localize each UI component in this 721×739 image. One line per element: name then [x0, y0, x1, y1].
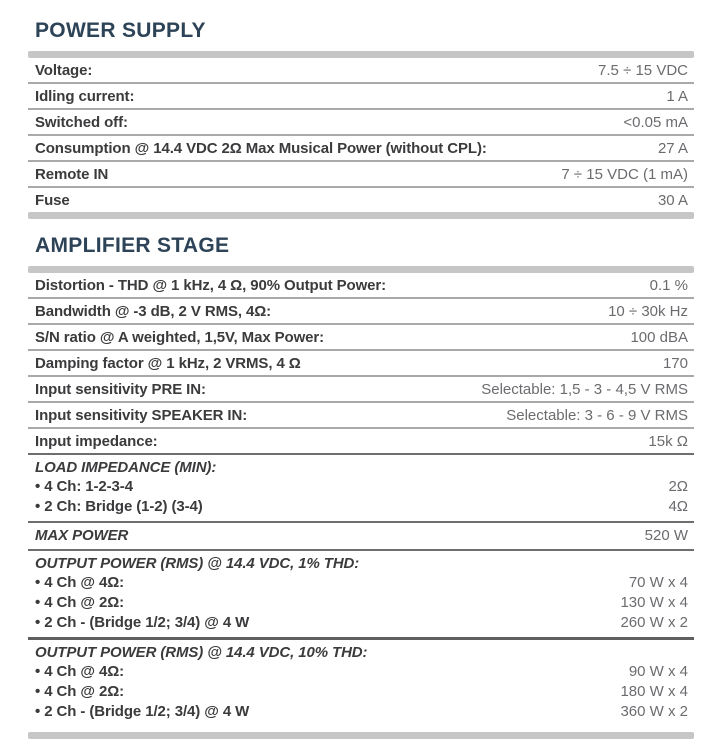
- group-item-2ch-bridge: [35, 497, 688, 517]
- spec-row-distortion: [28, 273, 694, 297]
- section-top-bar: [28, 51, 694, 58]
- amplifier-stage-section: [28, 233, 694, 739]
- spec-label: Switched off:: [35, 114, 128, 131]
- spec-label: Remote IN: [35, 166, 109, 183]
- spec-label: Voltage:: [35, 62, 93, 79]
- spec-value: Selectable: 1,5 - 3 - 4,5 V RMS: [481, 381, 688, 398]
- spec-row-input-sensitivity-pre-in: [28, 375, 694, 401]
- spec-value: 7.5 ÷ 15 VDC: [598, 62, 688, 79]
- spec-value: 7 ÷ 15 VDC (1 mA): [561, 166, 688, 183]
- group-output-power-10pct: [28, 637, 694, 726]
- group-header-label: MAX POWER: [35, 527, 129, 544]
- spec-value: 360 W x 2: [620, 703, 688, 720]
- spec-value: 260 W x 2: [620, 614, 688, 631]
- spec-label: • 2 Ch: Bridge (1-2) (3-4): [35, 498, 203, 515]
- group-max-power: [28, 521, 694, 549]
- spec-label: • 4 Ch @ 4Ω:: [35, 574, 125, 591]
- spec-label: S/N ratio @ A weighted, 1,5V, Max Power:: [35, 329, 325, 346]
- spec-label: • 2 Ch - (Bridge 1/2; 3/4) @ 4 W: [35, 703, 250, 720]
- group-item-4ch-4ohm: [35, 662, 688, 682]
- spec-label: Input impedance:: [35, 433, 158, 450]
- spec-value: 100 dBA: [630, 329, 688, 346]
- spec-value: Selectable: 3 - 6 - 9 V RMS: [506, 407, 688, 424]
- amplifier-stage-rows: [28, 273, 694, 726]
- spec-row-damping-factor: [28, 349, 694, 375]
- spec-value: 0.1 %: [649, 277, 688, 294]
- section-top-bar: [28, 266, 694, 273]
- bottom-bar-wrap: [28, 732, 694, 739]
- group-item-4ch: [35, 477, 688, 497]
- section-bottom-bar: [28, 212, 694, 219]
- spec-row-input-sensitivity-speaker-in: [28, 401, 694, 427]
- spec-value: 170: [662, 355, 688, 372]
- amplifier-stage-title: AMPLIFIER STAGE: [35, 234, 230, 257]
- spec-value: 180 W x 4: [620, 683, 688, 700]
- group-header-label: OUTPUT POWER (RMS) @ 14.4 VDC, 1% THD:: [35, 555, 360, 572]
- spec-row-bandwidth: [28, 297, 694, 323]
- spec-row-idling-current: [28, 82, 694, 108]
- section-bottom-bar: [28, 732, 694, 739]
- power-supply-rows: [28, 58, 694, 212]
- section-gap: [28, 219, 694, 233]
- group-header-row: [35, 643, 688, 662]
- spec-value: 1 A: [666, 88, 688, 105]
- group-item-4ch-4ohm: [35, 573, 688, 593]
- spec-label: Damping factor @ 1 kHz, 2 VRMS, 4 Ω: [35, 355, 301, 372]
- spec-value: 10 ÷ 30k Hz: [608, 303, 688, 320]
- spec-label: Input sensitivity SPEAKER IN:: [35, 407, 248, 424]
- group-item-4ch-2ohm: [35, 682, 688, 702]
- spec-value: 30 A: [657, 192, 688, 209]
- spec-label: • 4 Ch @ 2Ω:: [35, 683, 125, 700]
- group-item-2ch-bridge: [35, 613, 688, 633]
- group-header-row: [35, 458, 688, 477]
- spec-value: 70 W x 4: [628, 574, 688, 591]
- spec-value: <0.05 mA: [623, 114, 688, 131]
- spec-value: 27 A: [657, 140, 688, 157]
- power-supply-section: [28, 18, 694, 219]
- spec-label: • 4 Ch @ 2Ω:: [35, 594, 125, 611]
- spec-label: Input sensitivity PRE IN:: [35, 381, 206, 398]
- group-header-label: LOAD IMPEDANCE (MIN):: [35, 459, 217, 476]
- spec-label: Distortion - THD @ 1 kHz, 4 Ω, 90% Output Power:: [35, 277, 387, 294]
- spec-row-voltage: [28, 58, 694, 82]
- spec-label: Consumption @ 14.4 VDC 2Ω Max Musical Power (without CPL):: [35, 140, 487, 157]
- power-supply-title: POWER SUPPLY: [35, 19, 206, 42]
- group-header-row: [35, 554, 688, 573]
- group-header-label: OUTPUT POWER (RMS) @ 14.4 VDC, 10% THD:: [35, 644, 368, 661]
- group-item-4ch-2ohm: [35, 593, 688, 613]
- spec-row-fuse: [28, 186, 694, 212]
- spec-label: • 4 Ch: 1-2-3-4: [35, 478, 133, 495]
- spec-label: Fuse: [35, 192, 70, 209]
- spec-value: 520 W: [644, 527, 688, 544]
- spec-value: 90 W x 4: [628, 663, 688, 680]
- spec-row-sn-ratio: [28, 323, 694, 349]
- spec-label: Idling current:: [35, 88, 135, 105]
- group-item-2ch-bridge: [35, 702, 688, 722]
- group-output-power-1pct: [28, 549, 694, 637]
- spec-label: • 4 Ch @ 4Ω:: [35, 663, 125, 680]
- spec-row-consumption: [28, 134, 694, 160]
- spec-row-input-impedance: [28, 427, 694, 453]
- spec-row-remote-in: [28, 160, 694, 186]
- spec-value: 130 W x 4: [620, 594, 688, 611]
- spec-row-switched-off: [28, 108, 694, 134]
- spec-label: • 2 Ch - (Bridge 1/2; 3/4) @ 4 W: [35, 614, 250, 631]
- spec-label: Bandwidth @ -3 dB, 2 V RMS, 4Ω:: [35, 303, 272, 320]
- spec-value: 15k Ω: [648, 433, 688, 450]
- spec-value: 2Ω: [668, 478, 688, 495]
- group-load-impedance: [28, 453, 694, 521]
- group-header-row: [35, 526, 688, 545]
- spec-value: 4Ω: [668, 498, 688, 515]
